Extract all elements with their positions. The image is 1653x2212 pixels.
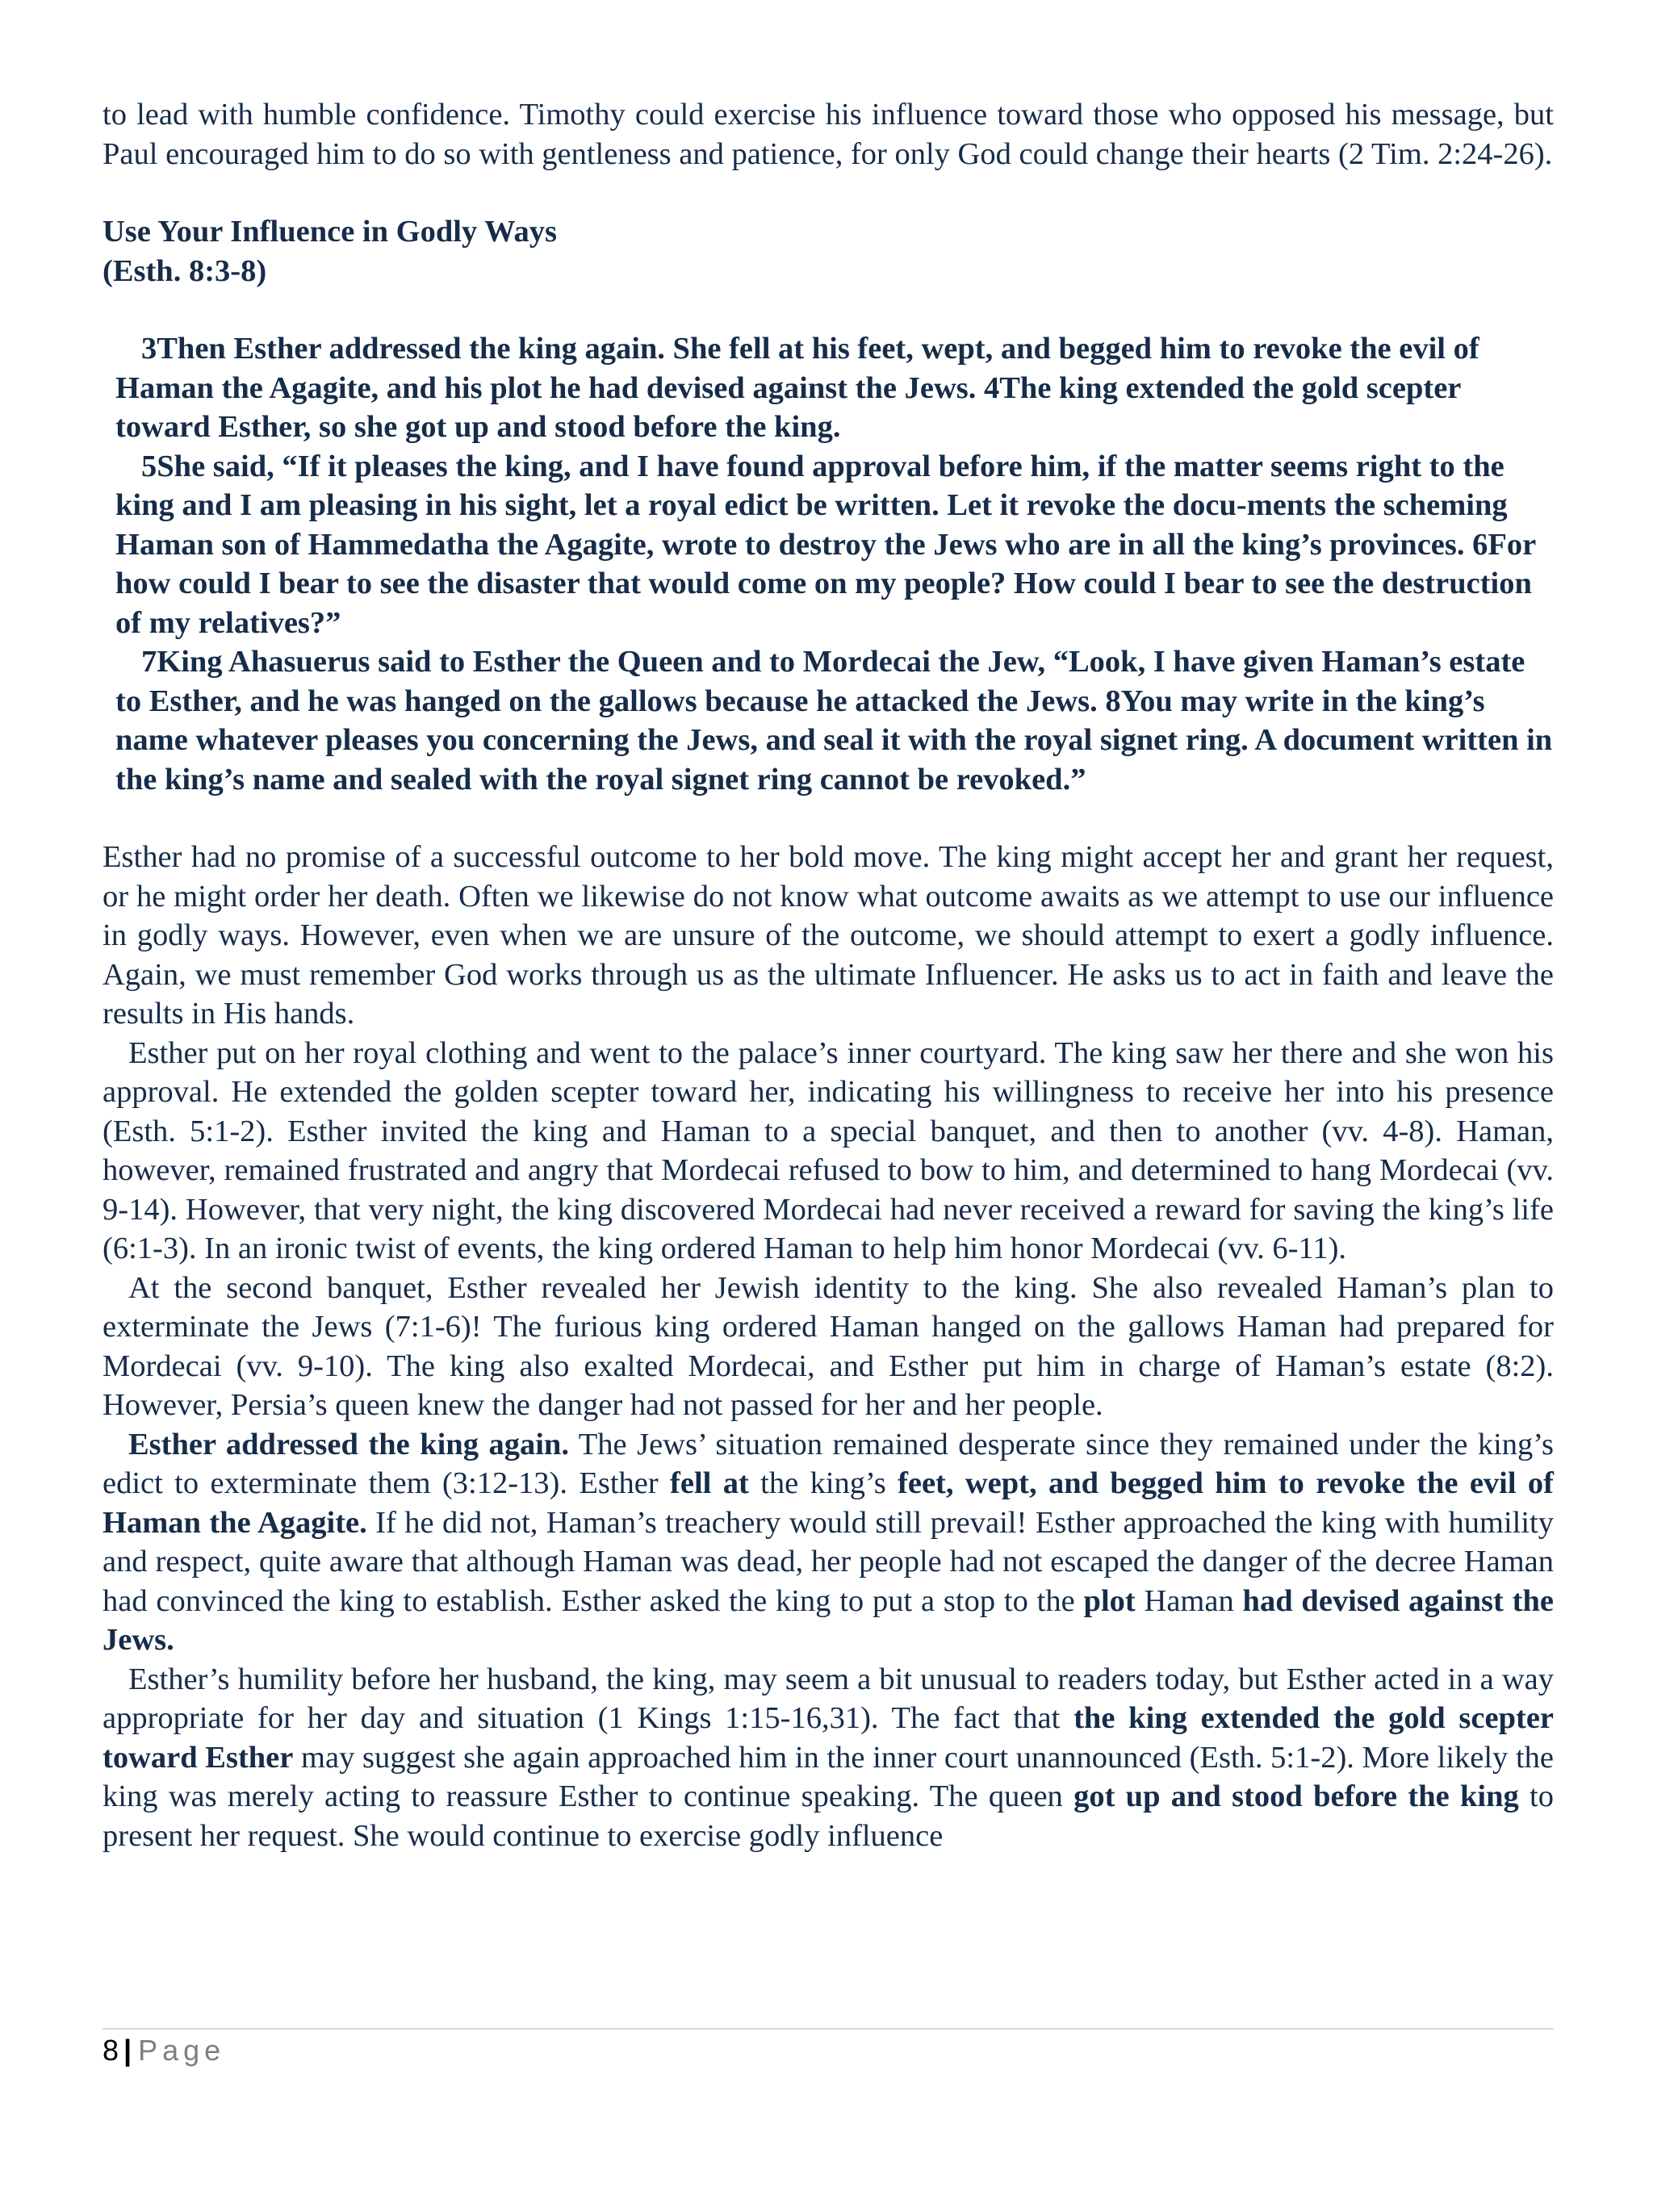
page-content [103,95,1554,1855]
body-paragraph: At the second banquet, Esther revealed her Jewish identity to the king. She also revealed Haman’s plan to exterminate the Jews (7:1-6)! The furious king ordered Haman hanged on the gallows Haman had prepared for Mordecai (vv. 9-10). The king also exalted Mordecai, and Esther put him in charge of Haman’s estate (8:2). However, Persia’s queen knew the danger had not passed for her and her people. [103,1270,1554,1422]
scripture-passage [103,329,1554,799]
bold-phrase: had devised against the Jews. [103,1583,1554,1657]
page-footer [103,2034,225,2068]
scripture-verse: 5She said, “If it pleases the king, and I have found approval before him, if the matter seems right to the king and I am pleasing in his sight, let a royal edict be written. Let it revoke the docu-ments the scheming Haman son of Hammedatha the Agagite, wrote to destroy the Jews who are in all the king’s provinces. 6For how could I bear to see the disaster that would come on my people? How could I bear to see the destruction of my relatives?” [115,449,1536,640]
body-paragraph: Esther had no promise of a successful outcome to her bold move. The king might accept her and grant her request, or he might order her death. Often we likewise do not know what outcome awaits as we attempt to use our influence in godly ways. However, even when we are unsure of the outcome, we should attempt to exert a godly influence. Again, we must remember God works through us as the ultimate Influencer. He asks us to act in faith and leave the results in His hands. [103,840,1554,1031]
intro-paragraph: to lead with humble confidence. Timothy could exercise his influence toward those who opposed his message, but Paul encouraged him to do so with gentleness and patience, for only God could change their hearts (2 Tim. 2:24-26). [103,98,1554,171]
footer-separator: | [123,2034,132,2067]
spacer [103,291,1554,329]
bold-phrase: Esther addressed the king again. [128,1427,569,1461]
body-paragraph: Esther addressed the king again. The Jews’ situation remained desperate since they remained under the king’s edict to exterminate them (3:12-13). Esther fell at the king’s feet, wept, and begged him to revoke the evil of Haman the Agagite. If he did not, Haman’s treachery would still prevail! Esther approached the king with humility and respect, quite aware that although Haman was dead, her people had not escaped the danger of the decree Haman had convinced the king to establish. Esther asked the king to put a stop to the plot Haman had devised against the Jews. [103,1427,1554,1657]
bold-phrase: the king extended the gold scepter toward Esther [103,1701,1554,1775]
spacer [103,174,1554,212]
body-paragraph: Esther’s humility before her husband, the king, may seem a bit unusual to readers today, but Esther acted in a way appropriate for her day and situation (1 Kings 1:15-16,31). The fact that the king extended the gold scepter toward Esther may suggest she again approached him in the inner court unannounced (Esth. 5:1-2). More likely the king was merely acting to reassure Esther to continue speaking. The queen got up and stood before the king to present her request. She would continue to exercise godly influence [103,1662,1555,1853]
bold-phrase: feet, wept, and begged him to revoke the evil of Haman the Agagite. [103,1466,1554,1540]
section-title: Use Your Influence in Godly Ways [103,215,557,249]
bold-phrase: got up and stood before the king [1073,1779,1519,1813]
bold-phrase: fell at [670,1466,749,1500]
section-reference: (Esth. 8:3-8) [103,253,267,288]
spacer [103,799,1554,838]
page-label: Page [138,2034,226,2067]
footer-divider [103,2028,1554,2030]
body-paragraph: Esther put on her royal clothing and went to the palace’s inner courtyard. The king saw her there and she won his approval. He extended the golden scepter toward her, indicating his willingness to receive her into his presence (Esth. 5:1-2). Esther invited the king and Haman to a special banquet, and then to another (vv. 4-8). Haman, however, remained frustrated and angry that Mordecai refused to bow to him, and determined to hang Mordecai (vv. 9-14). However, that very night, the king discovered Mordecai had never received a reward for saving the king’s life (6:1-3). In an ironic twist of events, the king ordered Haman to help him honor Mordecai (vv. 6-11). [103,1035,1554,1265]
page-number: 8 [103,2034,119,2067]
scripture-verse: 3Then Esther addressed the king again. She fell at his feet, wept, and begged him to revoke the evil of Haman the Agagite, and his plot he had devised against the Jews. 4The king extended the gold scepter toward Esther, so she got up and stood before the king. [115,332,1479,444]
scripture-verse: 7King Ahasuerus said to Esther the Queen and to Mordecai the Jew, “Look, I have given Haman’s estate to Esther, and he was hanged on the gallows because he attacked the Jews. 8You may write in the king’s name whatever pleases you concerning the Jews, and seal it with the royal signet ring. A document written in the king’s name and sealed with the royal signet ring cannot be revoked.” [115,645,1553,797]
bold-phrase: plot [1083,1583,1136,1618]
